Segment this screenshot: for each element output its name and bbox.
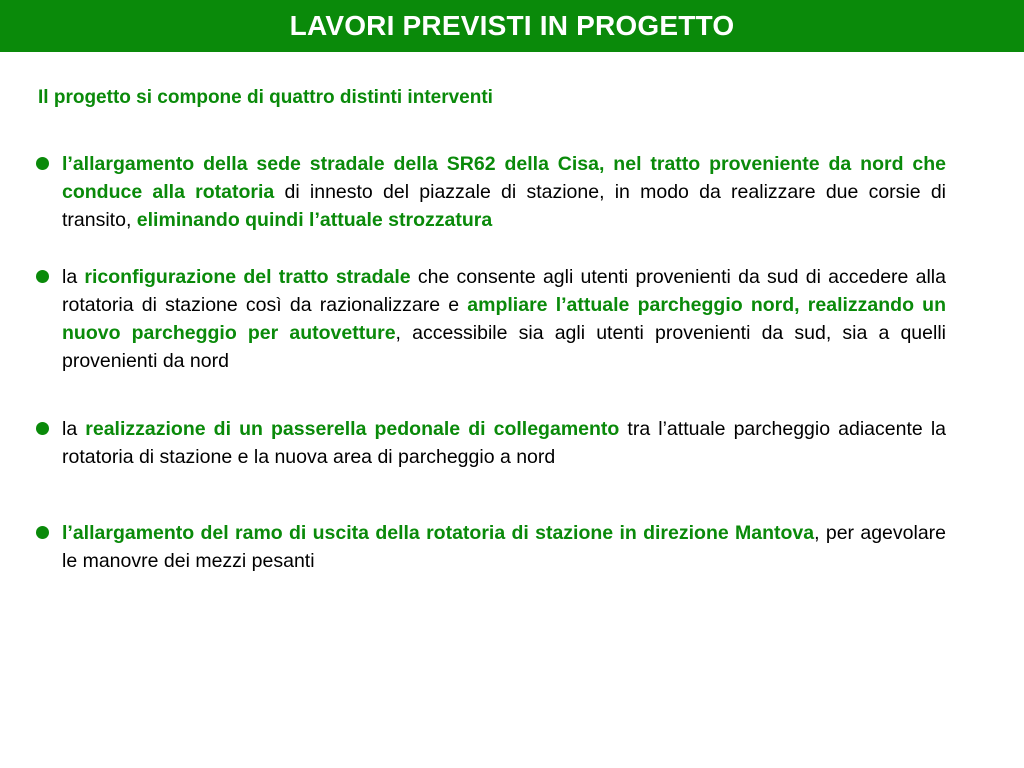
bullet-dot-icon <box>36 270 49 283</box>
bullet-highlight: realizzazione di un passerella pedonale di collegamento <box>85 418 620 440</box>
bullet-text <box>62 519 946 575</box>
bullet-text <box>62 263 946 375</box>
bullet-highlight: riconfigurazione del tratto stradale <box>84 266 411 288</box>
bullet-plain: la <box>62 266 85 288</box>
bullet-plain: che consente agli utenti provenienti da sud di accedere alla rotatoria di stazione così da razionalizzare e <box>62 266 946 316</box>
bullet-text <box>62 150 946 234</box>
bullet-item-3 <box>36 415 946 471</box>
bullet-plain: tra l’attuale parcheggio adiacente la rotatoria di stazione e la nuova area di parcheggio a nord <box>62 418 947 468</box>
bullet-plain: , per agevolare le manovre dei mezzi pesanti <box>62 522 947 572</box>
bullet-plain: , accessibile sia agli utenti provenienti da sud, sia a quelli provenienti da nord <box>62 322 946 372</box>
bullet-highlight: eliminando quindi l’attuale strozzatura <box>136 209 493 231</box>
bullet-item-4 <box>36 519 946 575</box>
bullet-plain: di innesto del piazzale di stazione, in modo da realizzare due corsie di transito, <box>62 181 946 231</box>
bullet-dot-icon <box>36 157 49 170</box>
bullet-dot-icon <box>36 526 49 539</box>
bullet-highlight: l’allargamento della sede stradale della SR62 della Cisa, nel tratto proveniente da nord che conduce alla rotatoria <box>62 153 946 203</box>
title-bar <box>0 0 1024 52</box>
bullet-dot-icon <box>36 422 49 435</box>
bullet-plain: la <box>62 418 86 440</box>
slide-title: LAVORI PREVISTI IN PROGETTO <box>289 10 735 41</box>
intro-text: Il progetto si compone di quattro distinti interventi <box>38 87 493 108</box>
bullet-text <box>62 415 946 471</box>
bullet-highlight: ampliare l’attuale parcheggio nord, realizzando un nuovo parcheggio per autovetture <box>62 294 947 344</box>
bullet-item-1 <box>36 150 946 234</box>
bullet-highlight: l’allargamento del ramo di uscita della rotatoria di stazione in direzione Mantova <box>62 522 815 544</box>
bullet-item-2 <box>36 263 946 375</box>
